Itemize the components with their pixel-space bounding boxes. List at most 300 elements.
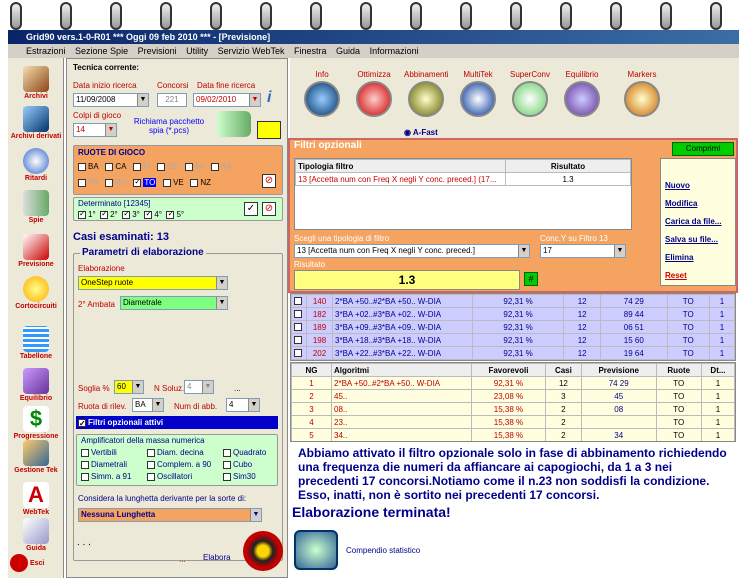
clear-icon[interactable]: ⊘ [262,174,276,188]
sidebar-item-esci[interactable] [8,554,64,572]
ampl-label: Diam. decina [157,448,204,457]
table-cell: 1 [701,416,734,429]
sidebar-label: Esci [29,559,45,567]
checkbox-checked[interactable] [100,211,108,219]
data-fine-select[interactable] [193,93,261,107]
table-cell: 3*BA +18..#3*BA +18.. W-DIA [333,334,473,347]
concorsi-field[interactable]: 221 [157,93,187,107]
toolbar-label: Abbinamenti [404,70,449,79]
sidebar-item-progressione[interactable] [8,406,64,440]
ruota-ve[interactable] [163,178,184,187]
checkbox-checked[interactable] [122,211,130,219]
table-cell [581,416,656,429]
ampl-group [76,434,278,486]
carica-link[interactable]: Carica da file... [665,217,722,226]
table-cell: 12 [564,295,601,308]
nuovo-link[interactable]: Nuovo [665,181,690,190]
sidebar-item-archivi-derivati[interactable] [8,106,64,140]
sidebar-item-ritardi[interactable] [8,148,64,182]
table-row[interactable] [292,429,735,442]
table-cell: 3 [292,403,332,416]
filtri-panel [288,138,738,293]
sidebar-item-archivi[interactable] [8,66,64,100]
sidebar-item-equilibrio[interactable] [8,368,64,402]
checkbox[interactable] [81,449,89,457]
checkbox-checked[interactable] [133,179,141,187]
notebook-spiral [0,0,739,34]
chevron-down-icon[interactable]: ▼ [248,399,259,411]
checkbox[interactable] [294,323,302,331]
info-icon[interactable]: i [267,89,272,106]
checkbox[interactable] [223,461,231,469]
table-cell: 15,38 % [472,429,546,442]
table-cell: 182 [307,308,333,321]
determinato-item: 3° [132,210,140,219]
elabora-button[interactable] [243,531,283,571]
compendio-button[interactable] [294,530,338,570]
sidebar-label: Equilibrio [19,395,53,402]
elaborazione-value: OneStep ruote [81,278,134,287]
checkbox[interactable] [223,473,231,481]
checkbox[interactable] [294,336,302,344]
checkbox[interactable] [157,163,165,171]
ruota-nz[interactable] [190,178,211,187]
ruota-fi[interactable] [133,162,150,171]
window-title: Grid90 vers.1-0-R01 *** Oggi 09 feb 2010 *** - [Previsione] [26,32,271,42]
ruota-label: MI [195,162,205,171]
ampl-item[interactable] [81,460,127,469]
checkbox[interactable] [81,473,89,481]
filtri-title: Filtri opzionali [294,140,362,151]
window-title-bar[interactable] [8,30,739,44]
row-checkbox-cell[interactable] [292,295,307,308]
sidebar-label: Progressione [13,433,59,440]
concorsi-label: Concorsi [157,81,189,90]
table-cell: TO [667,295,709,308]
compendio-label: Compendio statistico [346,546,421,555]
determinato-item: 5° [176,210,185,219]
parametri-group [73,247,283,561]
sidebar-item-webtek[interactable] [8,482,64,516]
table-cell: 08 [581,403,656,416]
ampl-item[interactable] [223,472,256,481]
toolbar-ottimizza[interactable] [352,70,396,117]
ruota-ge[interactable] [157,162,179,171]
ampl-label: Vertibili [91,448,117,457]
ruota-ba[interactable] [78,162,99,171]
table-cell: TO [656,390,701,403]
num-abb-select[interactable] [226,398,260,412]
ruote-row-2 [78,178,211,187]
column-header[interactable]: Previsione [581,364,656,377]
table-cell: TO [667,321,709,334]
data-fine-value: 09/02/2010 [196,95,237,104]
row-checkbox-cell[interactable] [292,334,307,347]
ampl-item[interactable] [223,460,252,469]
table-cell: 23.. [332,416,472,429]
table-cell: 34 [581,429,656,442]
table-cell: 1 [709,321,734,334]
table-cell: 15 60 [601,334,667,347]
chevron-down-icon[interactable]: ▼ [132,381,143,393]
table-cell: 08.. [332,403,472,416]
table-cell: 06 51 [601,321,667,334]
table-cell: 1 [701,377,734,390]
col-tipologia: Tipologia filtro [296,160,506,173]
ruota-ca[interactable] [105,162,126,171]
menu-servizio-webtek[interactable]: Servizio WebTek [217,46,285,56]
tecnica-heading: Tecnica corrente: [73,63,140,72]
spyglass-icon[interactable] [217,111,251,137]
chevron-down-icon[interactable]: ▼ [518,245,529,257]
afast-label: A-Fast [412,128,438,137]
sidebar-item-guida[interactable] [8,518,64,552]
spiral-ring [560,2,572,30]
table-cell: 202 [307,347,333,360]
table-cell: 92,31 % [473,321,564,334]
toolbar-label: Markers [627,70,657,79]
table-cell: 92,31 % [473,347,564,360]
table-cell: 45.. [332,390,472,403]
afast-radio[interactable]: ◉ A-Fast [404,128,438,137]
recycle-icon [512,81,548,117]
ruota-ril-label: Ruota di rilev. [78,402,127,411]
modifica-link[interactable]: Modifica [665,199,698,208]
ruota-label: GE [166,162,179,171]
spiral-ring [310,2,322,30]
ampl-item[interactable] [147,472,192,481]
balance-icon [564,81,600,117]
colpi-select[interactable] [73,123,117,137]
risultato-label: Risultato [294,260,326,269]
checkbox[interactable] [190,179,198,187]
comprimi-button[interactable]: Comprimi [672,142,734,156]
ruota-mi[interactable] [185,162,204,171]
ampl-item[interactable] [81,472,131,481]
table-cell: 89 44 [601,308,667,321]
table-cell: 1 [701,403,734,416]
table-cell: 1 [709,334,734,347]
toolbar-abbinamenti[interactable] [404,70,448,117]
ruote-heading: RUOTE DI GIOCO [78,148,146,157]
colpi-value: 14 [76,125,85,134]
reset-link[interactable]: Reset [665,271,687,280]
ruota-label: VE [173,178,184,187]
data-inizio-label: Data inizio ricerca [73,81,137,90]
toolbar-label: Ottimizza [357,70,391,79]
lightbulb-icon [23,276,49,302]
tecnica-panel [66,58,288,578]
table-row[interactable] [292,403,735,416]
column-header[interactable]: Favorevoli [472,364,546,377]
ampl-label: Diametrali [91,460,128,469]
ruote-group [73,145,283,195]
ampl-label: Cubo [233,460,253,469]
soglia-select[interactable] [114,380,144,394]
param-heading: Parametri di elaborazione [82,247,204,258]
menu-bar [8,44,739,58]
table-row[interactable] [292,347,735,360]
spiral-ring [10,2,22,30]
table-cell: 2*BA +50..#2*BA +50.. W-DIA [333,295,473,308]
column-header[interactable]: Ruote [656,364,701,377]
main-area [290,58,739,578]
checkbox[interactable] [294,297,302,305]
toolbar-markers[interactable] [620,70,664,117]
risultato-field[interactable]: 1.3 [294,270,520,290]
checkbox[interactable] [211,163,219,171]
sidebar-label: Archivi derivati [10,133,62,140]
table-cell: 23,08 % [472,390,546,403]
scegli-label: Scegli una tipologia di filtro [294,234,390,243]
conc-select[interactable] [540,244,626,258]
table-row[interactable] [292,334,735,347]
dollar-icon: $ [23,406,49,432]
spyglass-icon [23,190,49,216]
spiral-ring [110,2,122,30]
nsoluz-label: N Soluz. [154,384,185,393]
filtri-attivi-label: Filtri opzionali attivi [88,418,164,427]
sidebar-label: Previsione [18,261,54,268]
ruota-label: BA [88,162,99,171]
column-header[interactable]: Dt... [701,364,734,377]
sidebar-item-previsione[interactable] [8,234,64,268]
colpi-label: Colpi di gioco [73,111,122,120]
determinato-group [73,197,283,221]
ruota-label: NZ [200,178,212,187]
ruota-na[interactable] [211,162,232,171]
elaborazione-label: Elaborazione [78,264,125,273]
ruota-label: NA [220,162,232,171]
row-checkbox-cell[interactable] [292,308,307,321]
table-cell: TO [667,308,709,321]
table-cell: 92,31 % [473,334,564,347]
toolbar-equilibrio[interactable] [560,70,604,117]
determinato-row [78,210,184,219]
checkbox[interactable] [294,349,302,357]
spiral-ring [210,2,222,30]
table-row[interactable] [292,416,735,429]
table-row[interactable] [292,308,735,321]
chevron-down-icon[interactable]: ▼ [216,297,227,309]
table-row[interactable] [292,377,735,390]
checkbox[interactable] [105,179,113,187]
dots-label: ... [234,384,241,393]
menu-sezione-spie[interactable]: Sezione Spie [75,46,129,56]
checkbox-checked[interactable] [166,211,174,219]
sidebar-label: WebTek [22,509,50,516]
casi-esaminati: Casi esaminati: 13 [73,231,169,243]
toolbar-label: MultiTek [463,70,493,79]
chevron-down-icon[interactable]: ▼ [152,399,163,411]
chevron-down-icon[interactable]: ▼ [249,94,260,106]
checkbox[interactable] [105,163,113,171]
conc-value: 17 [543,246,552,255]
chevron-down-icon[interactable]: ▼ [250,509,261,521]
scegli-value: 13 [Accetta num con Freq X negli Y conc. preced.] [297,246,476,255]
exit-icon [10,554,28,572]
spiral-ring [660,2,672,30]
balance-icon [23,368,49,394]
table-cell: 2*BA +50..#2*BA +50.. W-DIA [332,377,472,390]
sidebar-label: Tabellone [19,353,53,360]
table-cell: 15,38 % [472,416,546,429]
table-row[interactable] [292,390,735,403]
table-cell: 12 [564,321,601,334]
status-text: Elaborazione terminata! [292,504,451,520]
checkbox[interactable] [185,163,193,171]
checkbox[interactable] [133,163,141,171]
filtri-actions [660,158,736,286]
ampl-item[interactable] [223,448,266,457]
sidebar-item-spie[interactable] [8,190,64,224]
ruote-row-1 [78,162,232,171]
sidebar-label: Ritardi [24,175,48,182]
table-cell: 1 [709,347,734,360]
cell-tipologia: 13 [Accetta num con Freq X negli Y conc. preced.] (17... [296,173,506,186]
ampl-item[interactable] [147,448,204,457]
lunghetta-select[interactable] [78,508,262,522]
chevron-down-icon[interactable]: ▼ [202,381,213,393]
toolbar [290,58,739,138]
ampl-heading: Amplificatori della massa numerica [81,436,205,445]
table-cell: 12 [564,334,601,347]
menu-utility[interactable]: Utility [186,46,209,56]
checkbox[interactable] [294,310,302,318]
sidebar-item-cortocircuiti[interactable] [8,276,64,310]
chevron-down-icon[interactable]: ▼ [216,277,227,289]
ruota-pa[interactable] [78,178,98,187]
menu-guida[interactable]: Guida [336,46,361,56]
clear-icon[interactable]: ⊘ [262,202,276,216]
toolbar-info[interactable] [300,70,344,117]
salva-link[interactable]: Salva su file... [665,235,718,244]
nsoluz-select[interactable] [184,380,214,394]
toolbar-superconv[interactable] [508,70,552,117]
soglia-value: 60 [117,382,126,391]
table-cell: 45 [581,390,656,403]
ampl-label: Oscillatori [157,472,193,481]
ampl-item[interactable] [81,448,117,457]
table-cell: 140 [307,295,333,308]
table-row[interactable] [292,295,735,308]
ruota-ril-select[interactable] [132,398,164,412]
clipboard-icon [23,234,49,260]
toolbar-label: Equilibrio [565,70,599,79]
column-header[interactable]: Casi [545,364,581,377]
ampl-item[interactable] [147,460,211,469]
richiama-label: Richiama pacchetto spia (*.pcs) [133,117,205,135]
checkbox[interactable] [78,179,86,187]
menu-estrazioni[interactable]: Estrazioni [26,46,66,56]
letter-a-icon: A [23,482,49,508]
data-fine-label: Data fine ricerca [197,81,256,90]
chevron-down-icon[interactable]: ▼ [614,245,625,257]
table-cell: 3*BA +22..#3*BA +22.. W-DIA [333,347,473,360]
table-cell: 1 [701,390,734,403]
menu-previsioni[interactable]: Previsioni [137,46,177,56]
ambata-select[interactable] [120,296,228,310]
checkbox[interactable] [147,473,155,481]
checkbox[interactable] [223,449,231,457]
table-cell: 2 [545,403,581,416]
annotation-note: Abbiamo attivato il filtro opzionale solo in fase di abbinamento richiedendo una frequenza die numeri da affiancare ai capogiochi, da 1 a 3 nei precedenti 17 concorsi.Notiamo come il n.23 non soddisfi la condizione. Esso, inatti, non è sortito nei precedenti 17 concorsi. [298,446,727,502]
checkbox[interactable] [147,449,155,457]
soglia-label: Soglia % [78,384,110,393]
sidebar-item-gestione-tek[interactable] [8,440,64,474]
checkbox[interactable] [81,461,89,469]
table-cell: 74 29 [601,295,667,308]
chevron-down-icon[interactable]: ▼ [105,124,116,136]
tools-icon [23,440,49,466]
archive-icon [23,106,49,132]
ruota-to[interactable] [133,178,156,187]
ampl-label: Sim30 [233,472,256,481]
ambata-label: 2° Ambata [78,300,115,309]
ampl-label: Quadrato [233,448,267,457]
sidebar-item-tabellone[interactable] [8,326,64,360]
flame-icon [356,81,392,117]
menu-informazioni[interactable]: Informazioni [369,46,419,56]
table-row[interactable] [296,173,631,186]
spiral-ring [260,2,272,30]
table-cell: 92,31 % [473,295,564,308]
ruota-ro[interactable] [105,178,127,187]
hash-button[interactable]: # [524,272,538,286]
table-cell: 3 [545,390,581,403]
toolbar-multitek[interactable] [456,70,500,117]
filtri-table [294,158,632,230]
target-icon [408,81,444,117]
elimina-link[interactable]: Elimina [665,253,694,262]
checkbox[interactable] [163,179,171,187]
toolbar-label: Info [315,70,329,79]
row-checkbox-cell[interactable] [292,321,307,334]
orbit-icon [460,81,496,117]
sidebar-label: Guida [26,545,46,552]
row-checkbox-cell[interactable] [292,347,307,360]
table-icon [23,326,49,352]
menu-finestra[interactable]: Finestra [294,46,327,56]
table-cell: 1 [709,308,734,321]
determinato-item: 2° [110,210,118,219]
spiral-ring [510,2,522,30]
ruota-label: RO [114,178,127,187]
check-all-icon[interactable]: ✓ [244,202,258,216]
yellow-indicator [257,121,281,139]
chevron-down-icon[interactable]: ▼ [137,94,148,106]
elaborazione-select[interactable] [78,276,228,290]
checkbox[interactable] [147,461,155,469]
column-header[interactable]: NG [292,364,332,377]
dots-indicator: . . . [77,537,91,548]
filtri-attivi-toggle[interactable] [76,416,278,429]
upper-table [290,293,736,361]
determinato-label: Determinato [12345] [78,199,151,208]
checkbox-checked[interactable] [144,211,152,219]
checkbox-checked[interactable] [78,211,86,219]
checkbox-checked[interactable] [78,419,86,427]
column-header[interactable]: Algoritmi [332,364,472,377]
scegli-select[interactable] [294,244,530,258]
checkbox[interactable] [78,163,86,171]
sidebar-label: Gestione Tek [14,467,58,474]
conc-label: Conc.Y su Filtro 13 [540,234,608,243]
ampl-label: Simm. a 91 [91,472,132,481]
dots-indicator-2: ... [179,555,186,564]
table-row[interactable] [292,321,735,334]
data-inizio-select[interactable] [73,93,149,107]
